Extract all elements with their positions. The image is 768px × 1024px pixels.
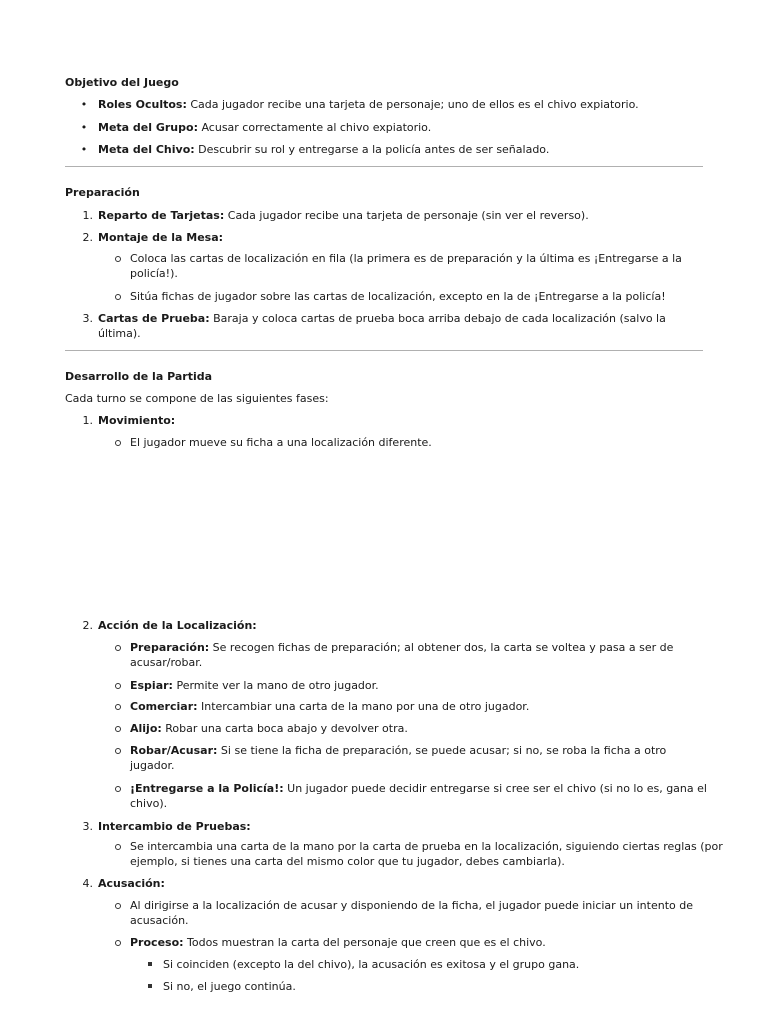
sub-list-item: Proceso: Todos muestran la carta del personaje que creen que es el chivo. <box>65 935 730 950</box>
list-item: 2. Montaje de la Mesa: <box>82 231 224 244</box>
list-item: 3. Cartas de Prueba: Baraja y coloca cartas de prueba boca arriba debajo de cada localización (salvo la última). <box>82 312 666 340</box>
sub-sub-list-item: Si coinciden (excepto la del chivo), la acusación es exitosa y el grupo gana. <box>65 957 763 972</box>
sub-list-item: Espiar: Permite ver la mano de otro jugador. <box>65 678 730 693</box>
list-item: • Roles Ocultos: Cada jugador recibe una tarjeta de personaje; uno de ellos es el chivo expiatorio. <box>80 98 639 111</box>
intro-paragraph: Cada turno se compone de las siguientes fases: <box>65 392 329 405</box>
section-heading-objective: Objetivo del Juego <box>65 76 179 89</box>
list-item: • Meta del Grupo: Acusar correctamente al chivo expiatorio. <box>80 121 432 134</box>
sub-list-item: Sitúa fichas de jugador sobre las cartas de localización, excepto en la de ¡Entregarse a la policía! <box>65 289 730 304</box>
phase-item: 1. Movimiento: <box>82 414 176 427</box>
sub-list-item: Al dirigirse a la localización de acusar y disponiendo de la ficha, el jugador puede iniciar un intento de acusación. <box>65 898 730 928</box>
sub-sub-list-item: Si no, el juego continúa. <box>65 979 763 994</box>
sub-list-item: Alijo: Robar una carta boca abajo y devolver otra. <box>65 721 730 736</box>
list-item: • Meta del Chivo: Descubrir su rol y entregarse a la policía antes de ser señalado. <box>80 143 550 156</box>
sub-list-item: ¡Entregarse a la Policía!: Un jugador puede decidir entregarse si cree ser el chivo (si no lo es, gana el chivo). <box>65 781 725 811</box>
list-item: 1. Reparto de Tarjetas: Cada jugador recibe una tarjeta de personaje (sin ver el reverso). <box>82 209 589 222</box>
section-divider <box>65 166 703 167</box>
section-heading-setup: Preparación <box>65 186 140 199</box>
sub-list-item: Se intercambia una carta de la mano por la carta de prueba en la localización, siguiendo ciertas reglas (por ejemplo, si tienes una carta del mismo color que tu jugador, debes cambiarla). <box>65 839 730 869</box>
sub-list-item: Comerciar: Intercambiar una carta de la mano por una de otro jugador. <box>65 699 730 714</box>
section-divider <box>65 350 703 351</box>
phase-item: 3. Intercambio de Pruebas: <box>82 820 251 833</box>
sub-list-item: Coloca las cartas de localización en fila (la primera es de preparación y la última es ¡Entregarse a la policía!). <box>65 251 700 281</box>
section-heading-gameplay: Desarrollo de la Partida <box>65 370 213 383</box>
sub-list-item: Preparación: Se recogen fichas de preparación; al obtener dos, la carta se voltea y pasa a ser de acusar/robar. <box>65 640 710 670</box>
phase-item: 2. Acción de la Localización: <box>82 619 257 632</box>
phase-item: 4. Acusación: <box>82 877 165 890</box>
sub-list-item: El jugador mueve su ficha a una localización diferente. <box>65 435 730 450</box>
sub-list-item: Robar/Acusar: Si se tiene la ficha de preparación, se puede acusar; si no, se roba la ficha a otro jugador. <box>65 743 700 773</box>
